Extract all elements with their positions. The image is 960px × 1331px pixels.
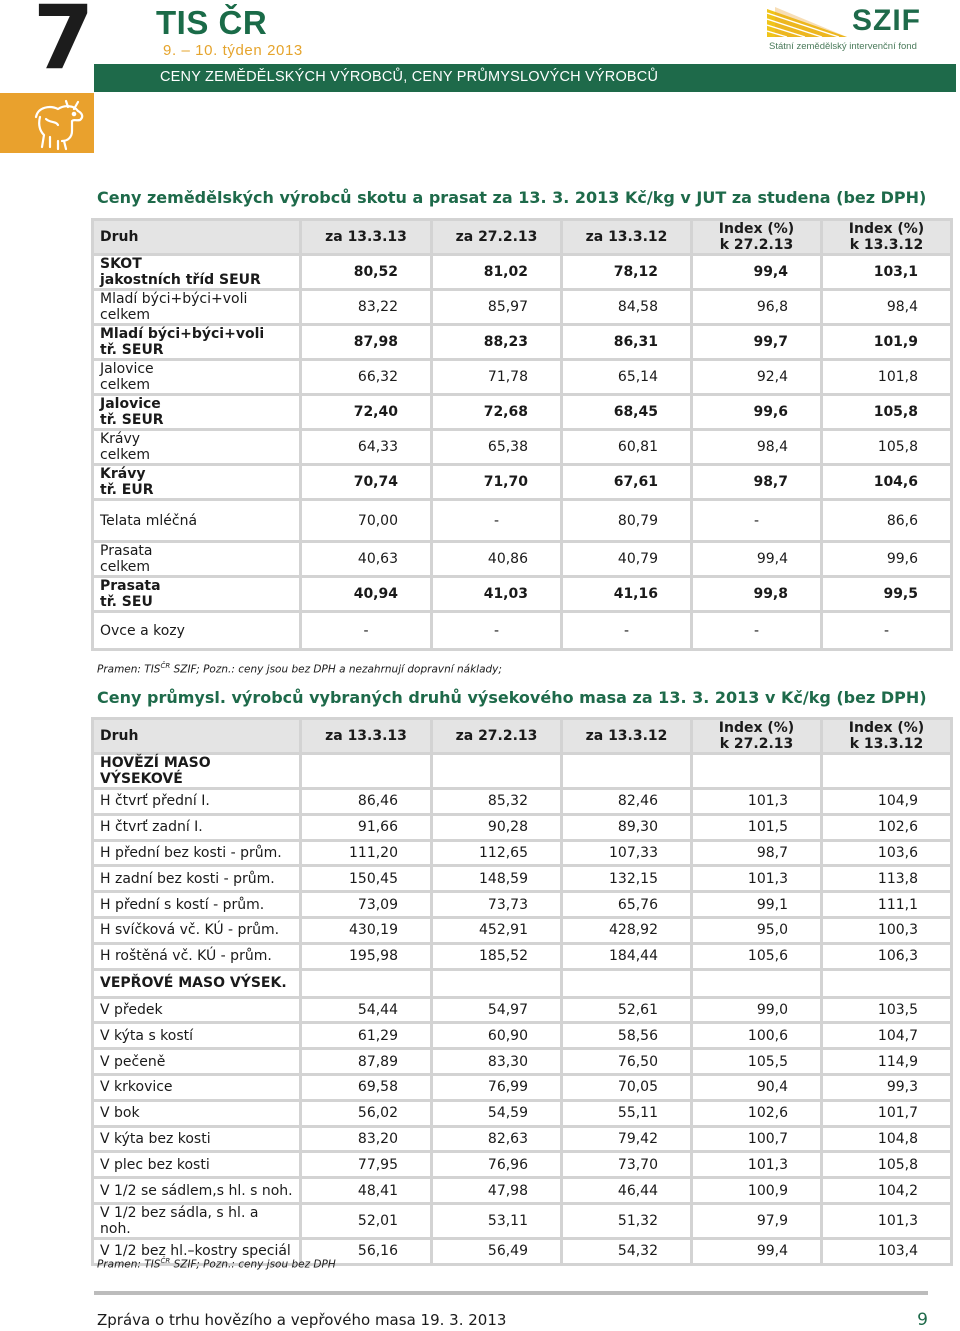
- table-cell: 98,4: [823, 291, 953, 326]
- row-label: Jalovice celkem: [91, 361, 302, 396]
- table-cell: 40,94: [302, 578, 433, 613]
- col-header: Index (%) k 27.2.13: [693, 717, 823, 755]
- table-cell: 61,29: [302, 1024, 433, 1050]
- table-cell: 103,5: [823, 999, 953, 1025]
- table-cell: -: [433, 613, 563, 651]
- row-label: H čtvrť přední I.: [91, 790, 302, 816]
- table-cell: 100,3: [823, 919, 953, 945]
- table-cell: 132,15: [563, 867, 693, 893]
- table-cell: 113,8: [823, 867, 953, 893]
- table-cell: 76,96: [433, 1153, 563, 1179]
- table-cell: 80,79: [563, 501, 693, 543]
- table-cell: 104,7: [823, 1024, 953, 1050]
- table-cell: 88,23: [433, 326, 563, 361]
- table-cell: 79,42: [563, 1128, 693, 1154]
- table-cell: 101,9: [823, 326, 953, 361]
- table-cell: 76,99: [433, 1076, 563, 1102]
- table-cell: 73,09: [302, 893, 433, 919]
- header-subtitle: CENY ZEMĚDĚLSKÝCH VÝROBCŮ, CENY PRŮMYSLOVÝCH VÝROBCŮ: [160, 69, 659, 85]
- row-label: Jalovice tř. SEUR: [91, 396, 302, 431]
- table-cell: 428,92: [563, 919, 693, 945]
- table-cell: 105,8: [823, 1153, 953, 1179]
- table-cell: 99,8: [693, 578, 823, 613]
- category-heading: VEPŘOVÉ MASO VÝSEK.: [91, 971, 302, 999]
- row-label: Krávy tř. EUR: [91, 466, 302, 501]
- col-header: Index (%) k 13.3.12: [823, 218, 953, 256]
- row-label: Prasata celkem: [91, 543, 302, 578]
- table-cell: 82,63: [433, 1128, 563, 1154]
- table-cell: 99,7: [693, 326, 823, 361]
- chapter-number: 7: [33, 0, 95, 89]
- table-cell: 103,1: [823, 256, 953, 291]
- table-row: [91, 501, 953, 543]
- table-cell: 98,4: [693, 431, 823, 466]
- table-cell: 48,41: [302, 1179, 433, 1205]
- row-label: H zadní bez kosti - prům.: [91, 867, 302, 893]
- table-cell: -: [693, 613, 823, 651]
- table-row: [91, 945, 953, 971]
- category-row: [91, 755, 953, 790]
- table-cell: 73,70: [563, 1153, 693, 1179]
- table-row: [91, 1102, 953, 1128]
- table-cell: 41,03: [433, 578, 563, 613]
- table-cell: 95,0: [693, 919, 823, 945]
- table-cell: 100,6: [693, 1024, 823, 1050]
- table-cell: 101,3: [693, 790, 823, 816]
- row-label: Krávy celkem: [91, 431, 302, 466]
- table-cell: 72,68: [433, 396, 563, 431]
- table-row: [91, 867, 953, 893]
- table-row: [91, 396, 953, 431]
- row-label: V plec bez kosti: [91, 1153, 302, 1179]
- table-cell: 185,52: [433, 945, 563, 971]
- table-cell: 101,8: [823, 361, 953, 396]
- table-cell: 148,59: [433, 867, 563, 893]
- table-cell: 430,19: [302, 919, 433, 945]
- category-heading: HOVĚZÍ MASO VÝSEKOVÉ: [91, 755, 302, 790]
- table-cell: 40,86: [433, 543, 563, 578]
- table-cell: 195,98: [302, 945, 433, 971]
- table-cell: 70,05: [563, 1076, 693, 1102]
- table-cell: 105,5: [693, 1050, 823, 1076]
- table-cell: 56,02: [302, 1102, 433, 1128]
- col-header: za 27.2.13: [433, 717, 563, 755]
- footer-text: Zpráva o trhu hovězího a vepřového masa 19. 3. 2013: [97, 1311, 507, 1329]
- table-cell: 99,6: [693, 396, 823, 431]
- table-cell: 104,9: [823, 790, 953, 816]
- table-cell: 104,8: [823, 1128, 953, 1154]
- row-label: V 1/2 se sádlem,s hl. s noh.: [91, 1179, 302, 1205]
- table-cell: 54,59: [433, 1102, 563, 1128]
- table-row: [91, 326, 953, 361]
- szif-full-name: Státní zemědělský intervenční fond: [769, 41, 917, 52]
- table-cell: 81,02: [433, 256, 563, 291]
- empty-cell: [563, 755, 693, 790]
- table-cell: 73,73: [433, 893, 563, 919]
- table-cell: 56,49: [433, 1240, 563, 1266]
- livestock-price-table: [91, 218, 953, 651]
- table-cell: 99,4: [693, 1240, 823, 1266]
- table-cell: 99,0: [693, 999, 823, 1025]
- table-cell: -: [433, 501, 563, 543]
- row-label: V pečeně: [91, 1050, 302, 1076]
- cow-icon: [28, 97, 88, 151]
- table-cell: 83,22: [302, 291, 433, 326]
- empty-cell: [563, 971, 693, 999]
- table-row: [91, 1153, 953, 1179]
- table-cell: 452,91: [433, 919, 563, 945]
- category-row: [91, 971, 953, 999]
- table-cell: 67,61: [563, 466, 693, 501]
- table-cell: 91,66: [302, 816, 433, 842]
- table-row: [91, 919, 953, 945]
- table-cell: 68,45: [563, 396, 693, 431]
- table-row: [91, 256, 953, 291]
- table-cell: 69,58: [302, 1076, 433, 1102]
- table-cell: 86,31: [563, 326, 693, 361]
- table-cell: 100,7: [693, 1128, 823, 1154]
- table-row: [91, 431, 953, 466]
- empty-cell: [433, 755, 563, 790]
- table-cell: 111,1: [823, 893, 953, 919]
- row-label: V 1/2 bez hl.–kostry speciál: [91, 1240, 302, 1266]
- table-cell: 98,7: [693, 466, 823, 501]
- row-label: H svíčková vč. KÚ - prům.: [91, 919, 302, 945]
- table-cell: 101,3: [823, 1205, 953, 1240]
- table-cell: 80,52: [302, 256, 433, 291]
- col-header: Index (%) k 13.3.12: [823, 717, 953, 755]
- col-header: za 13.3.12: [563, 218, 693, 256]
- table-cell: 101,3: [693, 1153, 823, 1179]
- table-cell: 86,6: [823, 501, 953, 543]
- col-header: za 13.3.13: [302, 218, 433, 256]
- table-cell: 101,3: [693, 867, 823, 893]
- table-cell: 54,44: [302, 999, 433, 1025]
- empty-cell: [302, 971, 433, 999]
- table-cell: 60,81: [563, 431, 693, 466]
- empty-cell: [823, 971, 953, 999]
- table-cell: 83,20: [302, 1128, 433, 1154]
- table-row: [91, 999, 953, 1025]
- table-cell: -: [302, 613, 433, 651]
- table-cell: 53,11: [433, 1205, 563, 1240]
- table-header-row: [91, 717, 953, 755]
- empty-cell: [433, 971, 563, 999]
- table-cell: 40,63: [302, 543, 433, 578]
- row-label: SKOT jakostních tříd SEUR: [91, 256, 302, 291]
- table-cell: 184,44: [563, 945, 693, 971]
- table-cell: -: [823, 613, 953, 651]
- note-sup: ČR: [160, 1257, 171, 1265]
- table2-source-note: [97, 1257, 336, 1271]
- row-label: Mladí býci+býci+voli tř. SEUR: [91, 326, 302, 361]
- row-label: V předek: [91, 999, 302, 1025]
- table-cell: 72,40: [302, 396, 433, 431]
- row-label: H čtvrť zadní I.: [91, 816, 302, 842]
- table-cell: 71,70: [433, 466, 563, 501]
- table-row: [91, 1179, 953, 1205]
- table-row: [91, 1024, 953, 1050]
- table-cell: 87,98: [302, 326, 433, 361]
- table-cell: 97,9: [693, 1205, 823, 1240]
- table-cell: 52,61: [563, 999, 693, 1025]
- table-cell: -: [563, 613, 693, 651]
- table-row: [91, 893, 953, 919]
- row-label: Telata mléčná: [91, 501, 302, 543]
- table-cell: 65,14: [563, 361, 693, 396]
- table-cell: 90,28: [433, 816, 563, 842]
- note-rest: SZIF; Pozn.: ceny jsou bez DPH: [170, 1258, 336, 1271]
- table-cell: 71,78: [433, 361, 563, 396]
- table-cell: -: [693, 501, 823, 543]
- col-header: Index (%) k 27.2.13: [693, 218, 823, 256]
- table-row: [91, 578, 953, 613]
- footer-divider: [94, 1291, 928, 1295]
- table-row: [91, 1205, 953, 1240]
- table-cell: 101,7: [823, 1102, 953, 1128]
- row-label: V bok: [91, 1102, 302, 1128]
- table-cell: 51,32: [563, 1205, 693, 1240]
- header-orange-block: [0, 93, 94, 153]
- header-week: 9. – 10. týden 2013: [163, 42, 303, 59]
- table-cell: 99,4: [693, 256, 823, 291]
- table-cell: 87,89: [302, 1050, 433, 1076]
- row-label: Mladí býci+býci+voli celkem: [91, 291, 302, 326]
- row-label: Ovce a kozy: [91, 613, 302, 651]
- col-header: za 13.3.12: [563, 717, 693, 755]
- table-row: [91, 466, 953, 501]
- table-cell: 104,6: [823, 466, 953, 501]
- table-cell: 105,8: [823, 431, 953, 466]
- row-label: H roštěná vč. KÚ - prům.: [91, 945, 302, 971]
- table-row: [91, 361, 953, 396]
- table-cell: 106,3: [823, 945, 953, 971]
- table2-title: Ceny průmysl. výrobců vybraných druhů výsekového masa za 13. 3. 2013 v Kč/kg (bez DPH): [97, 688, 927, 707]
- table-row: [91, 613, 953, 651]
- table-cell: 66,32: [302, 361, 433, 396]
- table-cell: 102,6: [693, 1102, 823, 1128]
- table-cell: 104,2: [823, 1179, 953, 1205]
- page-number: 9: [917, 1310, 928, 1330]
- table-header-row: [91, 218, 953, 256]
- table-cell: 103,6: [823, 842, 953, 868]
- note-source: Pramen: TIS: [97, 663, 161, 676]
- szif-logo-icon: [767, 7, 847, 37]
- table-cell: 98,7: [693, 842, 823, 868]
- table1-title: Ceny zemědělských výrobců skotu a prasat za 13. 3. 2013 Kč/kg v JUT za studena (bez DPH): [97, 188, 927, 207]
- note-source: Pramen: TIS: [97, 1258, 161, 1271]
- header-title: TIS ČR: [156, 4, 268, 41]
- table-cell: 85,32: [433, 790, 563, 816]
- table-cell: 78,12: [563, 256, 693, 291]
- table-cell: 83,30: [433, 1050, 563, 1076]
- table-cell: 85,97: [433, 291, 563, 326]
- table-cell: 76,50: [563, 1050, 693, 1076]
- table-row: [91, 1076, 953, 1102]
- table-cell: 101,5: [693, 816, 823, 842]
- table-cell: 96,8: [693, 291, 823, 326]
- table-cell: 99,5: [823, 578, 953, 613]
- empty-cell: [823, 755, 953, 790]
- empty-cell: [693, 971, 823, 999]
- row-label: V 1/2 bez sádla, s hl. a noh.: [91, 1205, 302, 1240]
- row-label: Prasata tř. SEU: [91, 578, 302, 613]
- table-row: [91, 842, 953, 868]
- table-row: [91, 790, 953, 816]
- table-cell: 58,56: [563, 1024, 693, 1050]
- table-cell: 150,45: [302, 867, 433, 893]
- table-row: [91, 291, 953, 326]
- table-row: [91, 1128, 953, 1154]
- table-cell: 103,4: [823, 1240, 953, 1266]
- table-cell: 100,9: [693, 1179, 823, 1205]
- table-cell: 86,46: [302, 790, 433, 816]
- row-label: H přední bez kosti - prům.: [91, 842, 302, 868]
- table-cell: 47,98: [433, 1179, 563, 1205]
- note-sup: ČR: [160, 662, 171, 670]
- table-cell: 99,4: [693, 543, 823, 578]
- table-cell: 111,20: [302, 842, 433, 868]
- table-cell: 64,33: [302, 431, 433, 466]
- table-cell: 82,46: [563, 790, 693, 816]
- table-cell: 99,6: [823, 543, 953, 578]
- table-cell: 70,74: [302, 466, 433, 501]
- table-cell: 65,38: [433, 431, 563, 466]
- table-row: [91, 543, 953, 578]
- table-cell: 56,16: [302, 1240, 433, 1266]
- table-cell: 99,3: [823, 1076, 953, 1102]
- table-cell: 40,79: [563, 543, 693, 578]
- empty-cell: [693, 755, 823, 790]
- col-header: Druh: [91, 218, 302, 256]
- table-cell: 102,6: [823, 816, 953, 842]
- szif-wordmark: SZIF: [852, 4, 921, 37]
- table-row: [91, 1050, 953, 1076]
- table-cell: 77,95: [302, 1153, 433, 1179]
- row-label: H přední s kostí - prům.: [91, 893, 302, 919]
- col-header: za 27.2.13: [433, 218, 563, 256]
- table-cell: 92,4: [693, 361, 823, 396]
- empty-cell: [302, 755, 433, 790]
- row-label: V kýta s kostí: [91, 1024, 302, 1050]
- table-row: [91, 816, 953, 842]
- table-cell: 114,9: [823, 1050, 953, 1076]
- table-cell: 54,32: [563, 1240, 693, 1266]
- table-cell: 41,16: [563, 578, 693, 613]
- col-header: za 13.3.13: [302, 717, 433, 755]
- table-cell: 70,00: [302, 501, 433, 543]
- table1-source-note: [97, 662, 502, 676]
- table-cell: 55,11: [563, 1102, 693, 1128]
- meat-cuts-price-table: [91, 717, 953, 1266]
- table-cell: 107,33: [563, 842, 693, 868]
- row-label: V krkovice: [91, 1076, 302, 1102]
- table-cell: 105,6: [693, 945, 823, 971]
- table-cell: 112,65: [433, 842, 563, 868]
- table-cell: 105,8: [823, 396, 953, 431]
- table-cell: 46,44: [563, 1179, 693, 1205]
- table-cell: 60,90: [433, 1024, 563, 1050]
- table-cell: 90,4: [693, 1076, 823, 1102]
- table-cell: 84,58: [563, 291, 693, 326]
- table-cell: 89,30: [563, 816, 693, 842]
- table-cell: 65,76: [563, 893, 693, 919]
- table-cell: 99,1: [693, 893, 823, 919]
- table-cell: 52,01: [302, 1205, 433, 1240]
- table-cell: 54,97: [433, 999, 563, 1025]
- col-header: Druh: [91, 717, 302, 755]
- note-rest: SZIF; Pozn.: ceny jsou bez DPH a nezahrnují dopravní náklady;: [170, 663, 502, 676]
- row-label: V kýta bez kosti: [91, 1128, 302, 1154]
